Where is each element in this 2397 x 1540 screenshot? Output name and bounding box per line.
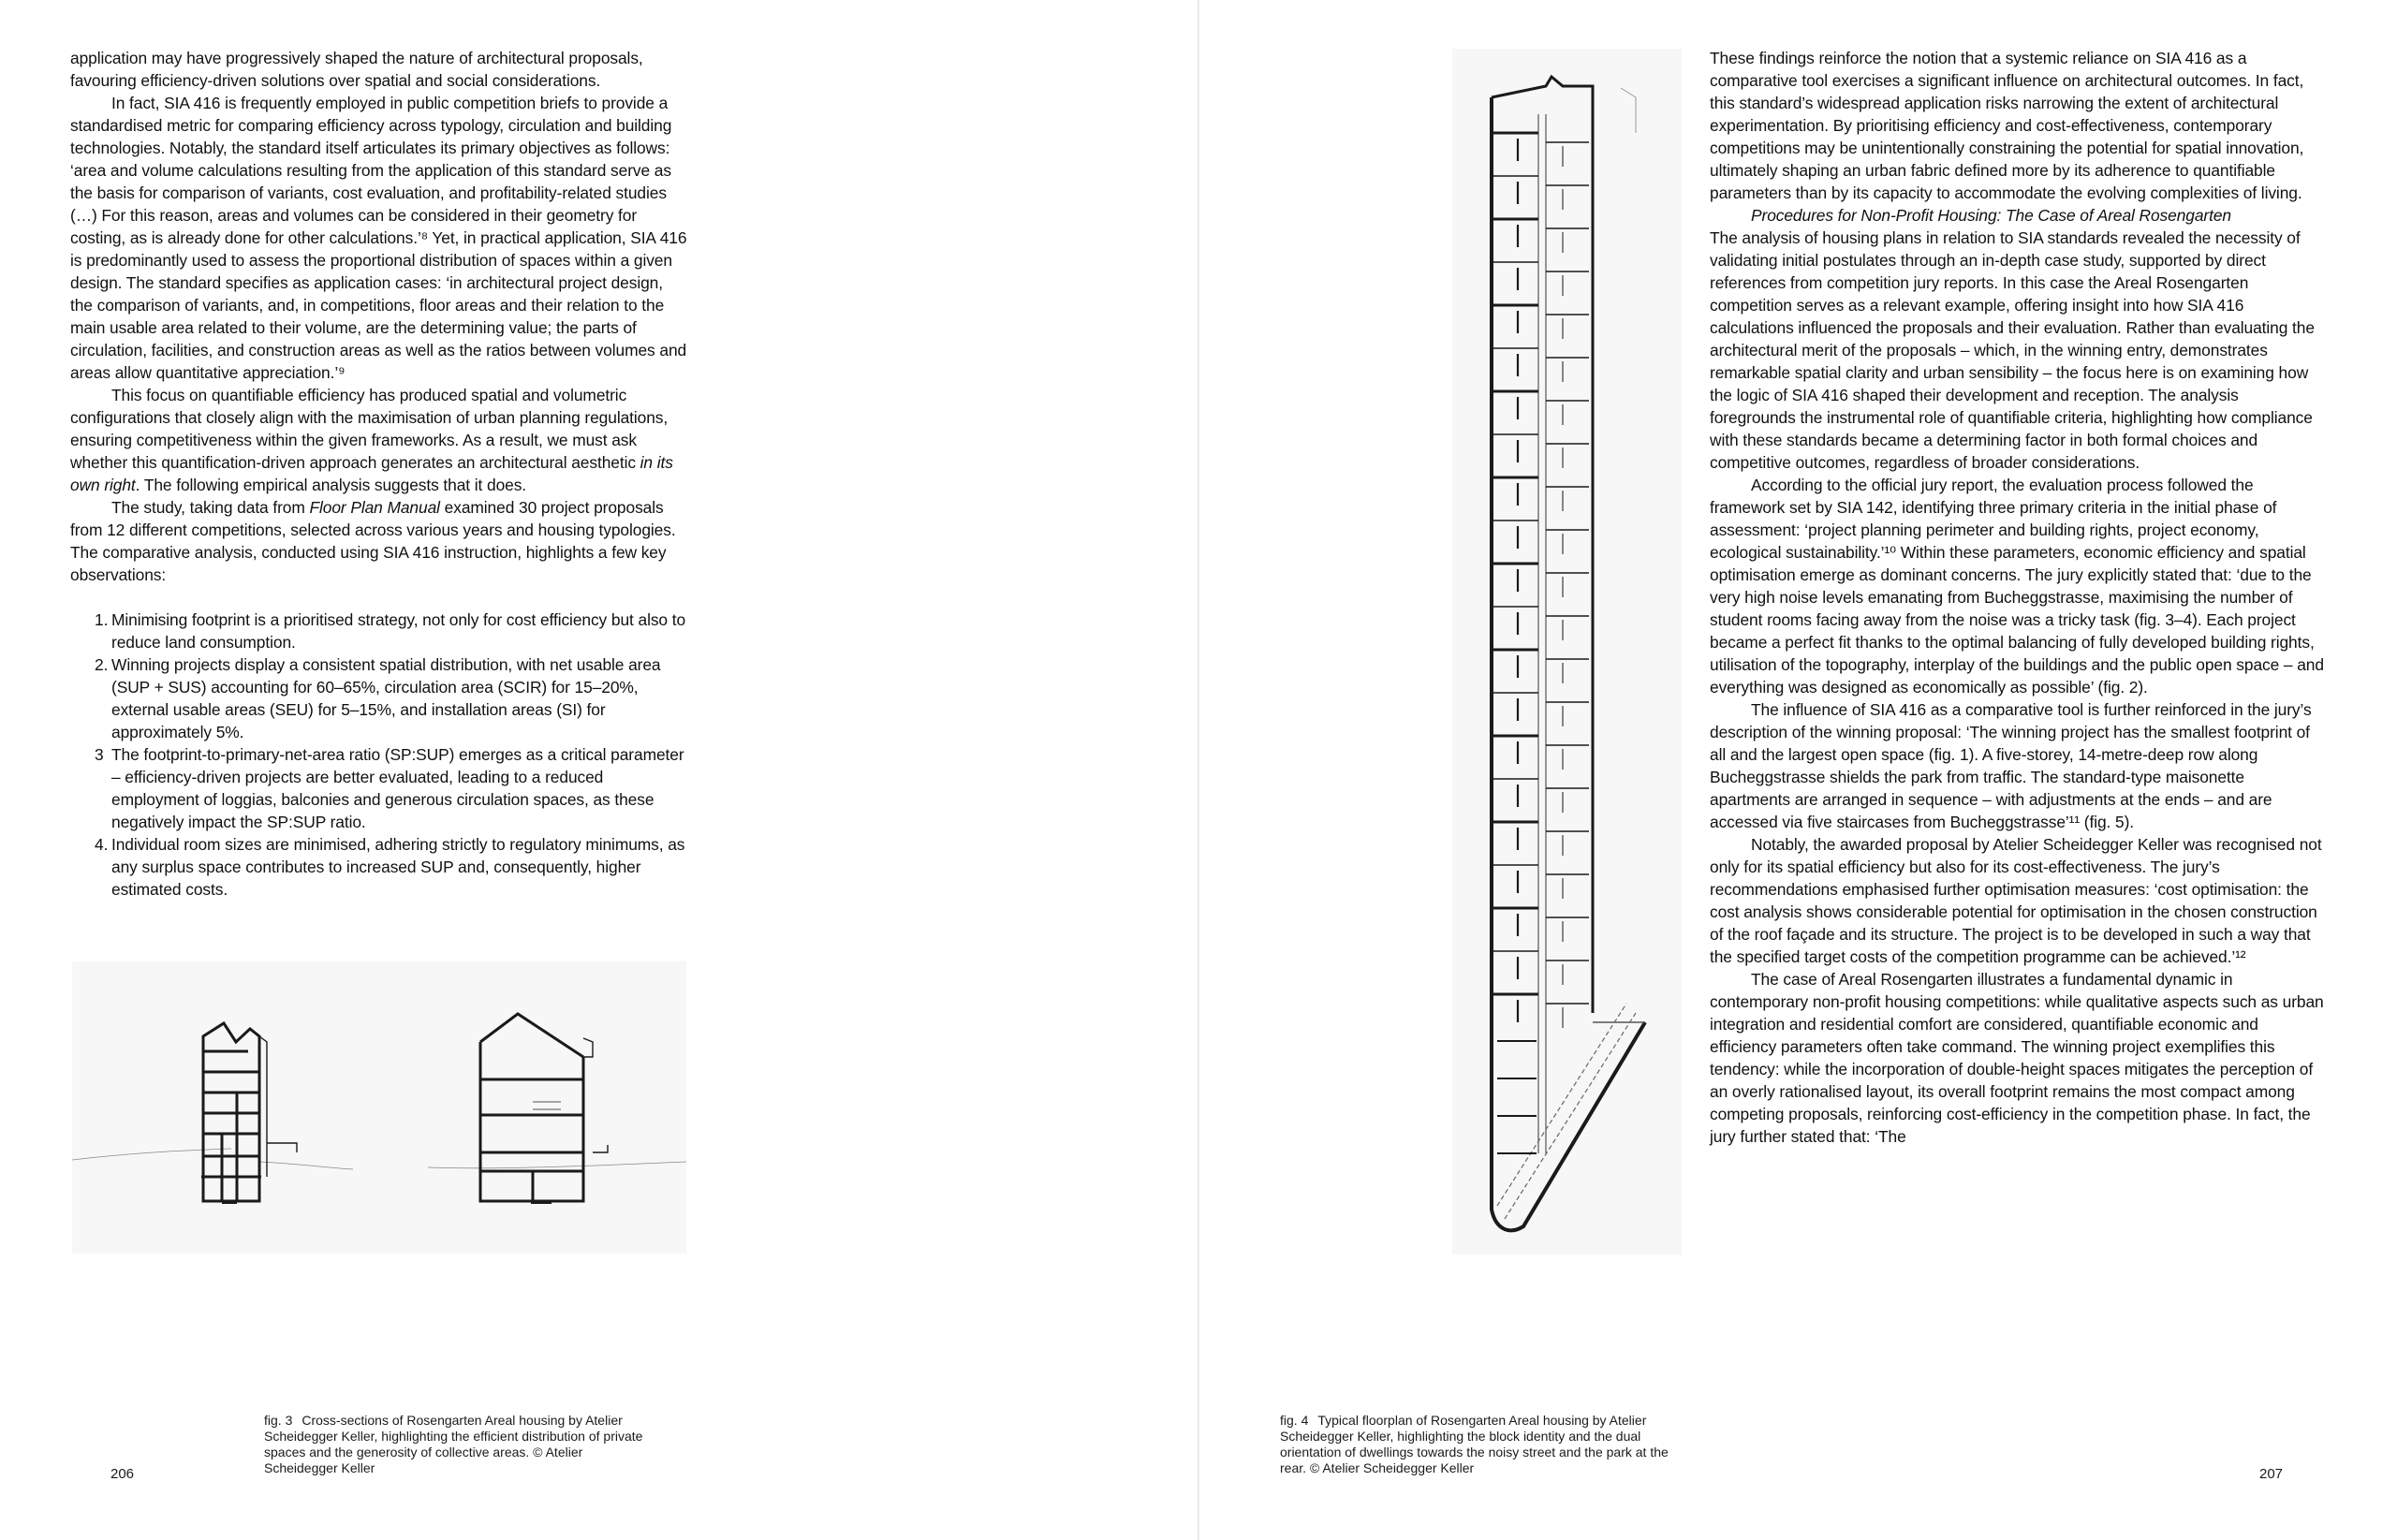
paragraph: Notably, the awarded proposal by Atelier Scheidegger Keller was recognised not only for its spatial efficiency but also for its cost-effectiveness. The jury’s recommendations emphasised further optimisation measures: ‘cost optimisation: the cost analysis shows considerable potential for optimisation in the chosen construction of the roof façade and its structure. The project is to be developed in such a way that the specified target costs of the competition programme can be achieved.’¹² — [1710, 835, 2322, 966]
paragraph-text: . The following empirical analysis suggests that it does. — [135, 476, 527, 494]
book-title: Floor Plan Manual — [309, 498, 440, 517]
paragraph: The case of Areal Rosengarten illustrates a fundamental dynamic in contemporary non-profit housing competitions: while qualitative aspects such as urban integration and residential comfort are considered, quantifiable economic and efficiency parameters often take command. The winning project exemplifies this tendency: while the incorporation of double-height spaces mitigates the perception of an overly rationalised layout, its overall footprint remains the most compact among competing proposals, reinforcing cost-efficiency in the competition phase. In fact, the jury further stated that: ‘The — [1710, 970, 2324, 1146]
paragraph: In fact, SIA 416 is frequently employed in public competition briefs to provide a standardised metric for comparing efficiency across typology, circulation and building technologies. Notably, the standard itself articulates its primary objectives as follows: ‘area and volume calculations resulting from the application of this standard serve as the basis for comparison of variants, cost evaluation, and profitability-related studies (…) For this reason, areas and volumes can be considered in their geometry for costing, as is already done for other calculations.’⁸ Yet, in practical application, SIA 416 is predominantly used to assess the proportional distribution of spaces within a given design. The standard specifies as application cases: ‘in architectural project design, the comparison of variants, and, in competitions, floor areas and their relation to the main usable area related to their volume, are the determining value; the parts of circulation, facilities, and construction areas as well as the ratios between volumes and areas allow quantitative appreciation.’⁹ — [70, 94, 687, 382]
floorplan-drawing — [1452, 49, 1682, 1254]
figure-number: fig. 4 — [1280, 1413, 1309, 1428]
floorplan-rooms — [1492, 133, 1589, 1153]
page-number: 206 — [110, 1466, 135, 1482]
paragraph — [70, 384, 688, 496]
list-number: 3 — [95, 745, 104, 764]
list-item — [70, 833, 688, 901]
list-item — [70, 609, 688, 653]
list-number: 2. — [95, 655, 109, 674]
list-item — [70, 743, 688, 833]
list-text: Winning projects display a consistent spatial distribution, with net usable area (SUP + SUS) accounting for 60–65%, circulation area (SCIR) for 15–20%, external usable areas (SEU) for 5–15%, and installation areas (SI) for approximately 5%. — [111, 655, 661, 741]
paragraph: The influence of SIA 416 as a comparative tool is further reinforced in the jury’s description of the winning proposal: ‘The winning project has the smallest footprint of all and the largest open space (fig. 1). A five-storey, 14-metre-deep row along Bucheggstrasse shields the park from traffic. The standard-type maisonette apartments are arranged in sequence – with adjustments at the ends – and are accessed via five staircases from Bucheggstrasse’¹¹ (fig. 5). — [1710, 700, 2312, 831]
cross-sections-drawing — [72, 961, 686, 1254]
paragraph-text: This focus on quantifiable efficiency has produced spatial and volumetric configurations that closely align with the maximisation of urban planning regulations, ensuring competitiveness within the given frameworks. As a result, we must ask whether this quantification-driven approach generates an architectural aesthetic — [70, 386, 669, 472]
figure-4-caption — [1280, 1413, 1683, 1476]
floorplan-figure — [1452, 49, 1682, 1254]
section-heading: Procedures for Non-Profit Housing: The Case of Areal Rosengarten — [1751, 206, 2232, 225]
list-item — [70, 653, 688, 743]
paragraph: These findings reinforce the notion that a systemic reliance on SIA 416 as a comparative tool exercises a significant influence on architectural outcomes. In fact, this standard’s widespread application risks narrowing the extent of architectural experimentation. By prioritising efficiency and cost-effectiveness, contemporary competitions may be unintentionally constraining the potential for spatial innovation, ultimately shaping an urban fabric defined more by its adherence to quantifiable parameters than by its capacity to accommodate the evolving complexities of living. — [1710, 49, 2304, 202]
list-text: The footprint-to-primary-net-area ratio (SP:SUP) emerges as a critical parameter – efficiency-driven projects are better evaluated, leading to a reduced employment of loggias, balconies and generous circulation spaces, as these negatively impact the SP:SUP ratio. — [111, 745, 684, 831]
caption-text: Cross-sections of Rosengarten Areal housing by Atelier Scheidegger Keller, highlighting the efficient distribution of private spaces and the generosity of collective areas. © Atelier Scheidegger Keller — [264, 1413, 643, 1475]
list-text: Minimising footprint is a prioritised strategy, not only for cost efficiency but also to reduce land consumption. — [111, 610, 686, 652]
left-text-column — [70, 47, 688, 901]
cross-sections-figure — [72, 961, 686, 1254]
paragraph — [70, 496, 688, 586]
emphasis: in its own right — [70, 453, 673, 494]
paragraph: application may have progressively shaped the nature of architectural proposals, favouring efficiency-driven solutions over spatial and social considerations. — [70, 49, 643, 90]
paragraph: According to the official jury report, the evaluation process followed the framework set by SIA 142, identifying three primary criteria in the initial phase of assessment: ‘project planning perimeter and building rights, project economy, ecological sustainability.’¹⁰ Within these parameters, economic efficiency and spatial optimisation emerge as dominant concerns. The jury explicitly stated that: ‘due to the very high noise levels emanating from Bucheggstrasse, maximising the number of student rooms facing away from the noise was a tricky task (fig. 3–4). Each project became a perfect fit thanks to the optimal balancing of fully developed building rights, utilisation of the topography, interplay of the buildings and the public open space – and everything was designed as economically as possible’ (fig. 2). — [1710, 476, 2324, 697]
list-text: Individual room sizes are minimised, adhering strictly to regulatory minimums, as any surplus space contributes to increased SUP and, consequently, higher estimated costs. — [111, 835, 685, 899]
caption-text: Typical floorplan of Rosengarten Areal housing by Atelier Scheidegger Keller, highlighting the block identity and the dual orientation of dwellings towards the noisy street and the park at the rear. © Atelier Scheidegger Keller — [1280, 1413, 1669, 1475]
left-page — [0, 0, 1198, 1540]
list-number: 4. — [95, 835, 109, 854]
paragraph-text: The study, taking data from — [111, 498, 305, 517]
figure-3-caption — [264, 1413, 657, 1476]
figure-number: fig. 3 — [264, 1413, 293, 1428]
right-text-column — [1710, 47, 2328, 1148]
page-number: 207 — [2259, 1466, 2284, 1482]
paragraph-text: examined 30 project proposals from 12 different competitions, selected across various years and housing typologies. The comparative analysis, conducted using SIA 416 instruction, highlights a few key observations: — [70, 498, 676, 584]
observations-list — [70, 609, 688, 901]
list-number: 1. — [95, 610, 109, 629]
paragraph: The analysis of housing plans in relation to SIA standards revealed the necessity of validating initial postulates through an in-depth case study, supported by direct references from competition jury reports. In this case the Areal Rosengarten competition serves as a relevant example, offering insight into how SIA 416 calculations influenced the proposals and their evaluation. Rather than evaluating the architectural merit of the proposals – which, in the winning entry, demonstrates remarkable spatial clarity and urban sensibility – the focus here is on examining how the logic of SIA 416 shaped their development and reception. The analysis foregrounds the instrumental role of quantifiable criteria, highlighting how compliance with these standards became a determining factor in both formal choices and competitive outcomes, regardless of broader considerations. — [1710, 228, 2315, 472]
